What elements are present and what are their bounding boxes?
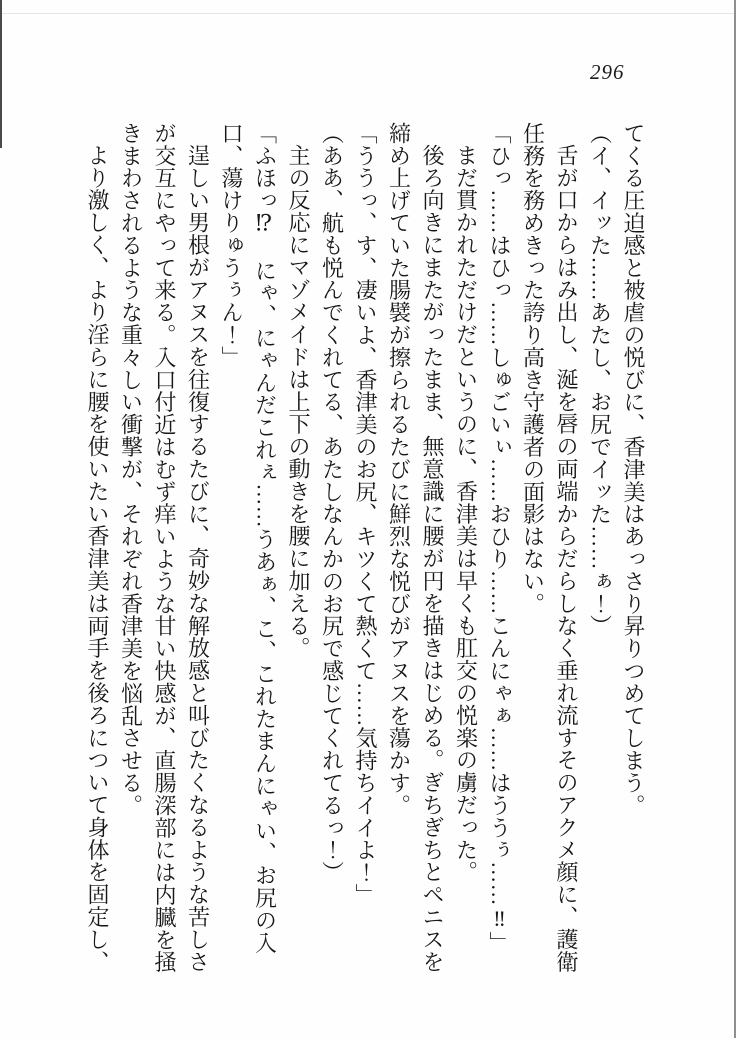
paragraph: 「ううっ、す、凄いよ、香津美のお尻、キツくて熱くて……気持ちイイよ！」 [353,122,378,906]
paragraph: 舌が口からはみ出し、涎を唇の両端からだらしなく垂れ流すそのアクメ顔に、護衛任務を務めきった誇り高き守護者の面影はない。 [520,122,579,973]
paragraph: てくる圧迫感と被虐の悦びに、香津美はあっさり昇りつめてしまう。 [621,122,646,817]
page-text [81,122,651,975]
paragraph: 「ふほっ⁉ にゃ、にゃんだこれぇ……うあぁ、こ、これたまんにゃい、お尻の入口、蕩けりゅうぅん！」 [219,122,278,954]
page-number: 296 [590,60,625,84]
paragraph: 主の反応にマゾメイドは上下の動きを腰に加える。 [286,144,311,660]
paragraph: （ああ、航も悦んでくれてる、あたしなんかのお尻で感じてくれてるっ！） [319,122,345,884]
paragraph: 後ろ向きにまたがったまま、無意識に腰が円を描きはじめる。ぎちぎちとペニスを締め上げていた腸襞が擦られるたびに鮮烈な悦びがアヌスを蕩かす。 [386,122,445,973]
paragraph: 「ひっ……はひっ……しゅごいぃ……おひり……こんにゃぁ……はううぅ……‼」 [487,122,512,954]
scan-edge-top-line [0,13,736,14]
paragraph: まだ貫かれただけだというのに、香津美は早くも肛交の悦楽の虜だった。 [453,144,479,884]
paragraph: 逞しい男根がアヌスを往復するたびに、奇妙な解放感と叫びたくなるような苦しさが交互にやって来る。入口付近はむず痒いような甘い快感が、直腸深部には内臓を掻きまわされるような重々しい衝撃が、それぞれ香津美を悩乱させる。 [118,122,211,974]
scan-edge-left [0,0,2,148]
paragraph: より激しく、より淫らに腰を使いたい香津美は両手を後ろについて身体を固定し、 [85,144,110,973]
paragraph: （イ、イッた……あたし、お尻でイッた……ぁ！） [587,122,613,638]
